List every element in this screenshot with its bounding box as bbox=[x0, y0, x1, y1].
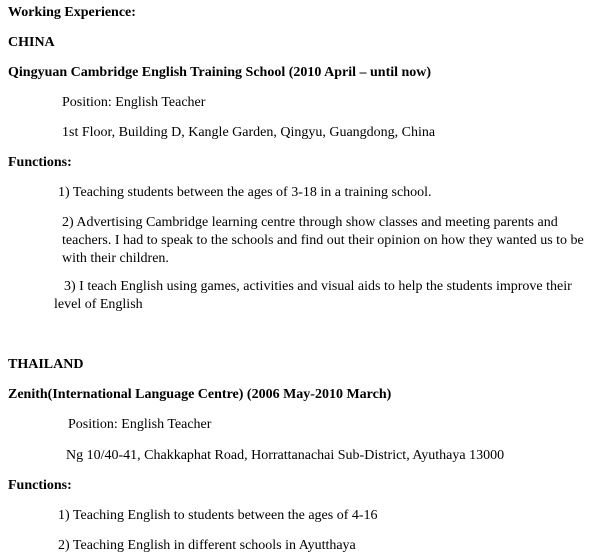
employer-title: Qingyuan Cambridge English Training School (2010 April – until now) bbox=[8, 65, 432, 80]
functions-label: Functions: bbox=[8, 155, 72, 170]
position-text: Position: English Teacher bbox=[68, 417, 212, 432]
employer-title: Zenith(International Language Centre) (2006 May-2010 March) bbox=[8, 387, 392, 402]
address-text: Ng 10/40-41, Chakkaphat Road, Horrattanachai Sub-District, Ayuthaya 13000 bbox=[66, 448, 505, 463]
function-item: 2) Teaching English in different schools in Ayutthaya bbox=[58, 538, 356, 553]
position-text: Position: English Teacher bbox=[62, 95, 206, 110]
address-text: 1st Floor, Building D, Kangle Garden, Qingyu, Guangdong, China bbox=[62, 125, 436, 140]
function-item: 2) Advertising Cambridge learning centre through show classes and meeting parents and teachers. I had to speak to the schools and find out their opinion on how they wanted us to be with their children. bbox=[62, 215, 584, 266]
function-item: 3) I teach English using games, activities and visual aids to help the students improve their level of English bbox=[54, 279, 572, 312]
function-item: 1) Teaching English to students between the ages of 4-16 bbox=[58, 508, 378, 523]
functions-label: Functions: bbox=[8, 478, 72, 493]
country-heading: THAILAND bbox=[8, 357, 84, 372]
section-heading: Working Experience: bbox=[8, 5, 136, 20]
function-item: 1) Teaching students between the ages of 3-18 in a training school. bbox=[58, 185, 432, 200]
country-heading: CHINA bbox=[8, 35, 55, 50]
